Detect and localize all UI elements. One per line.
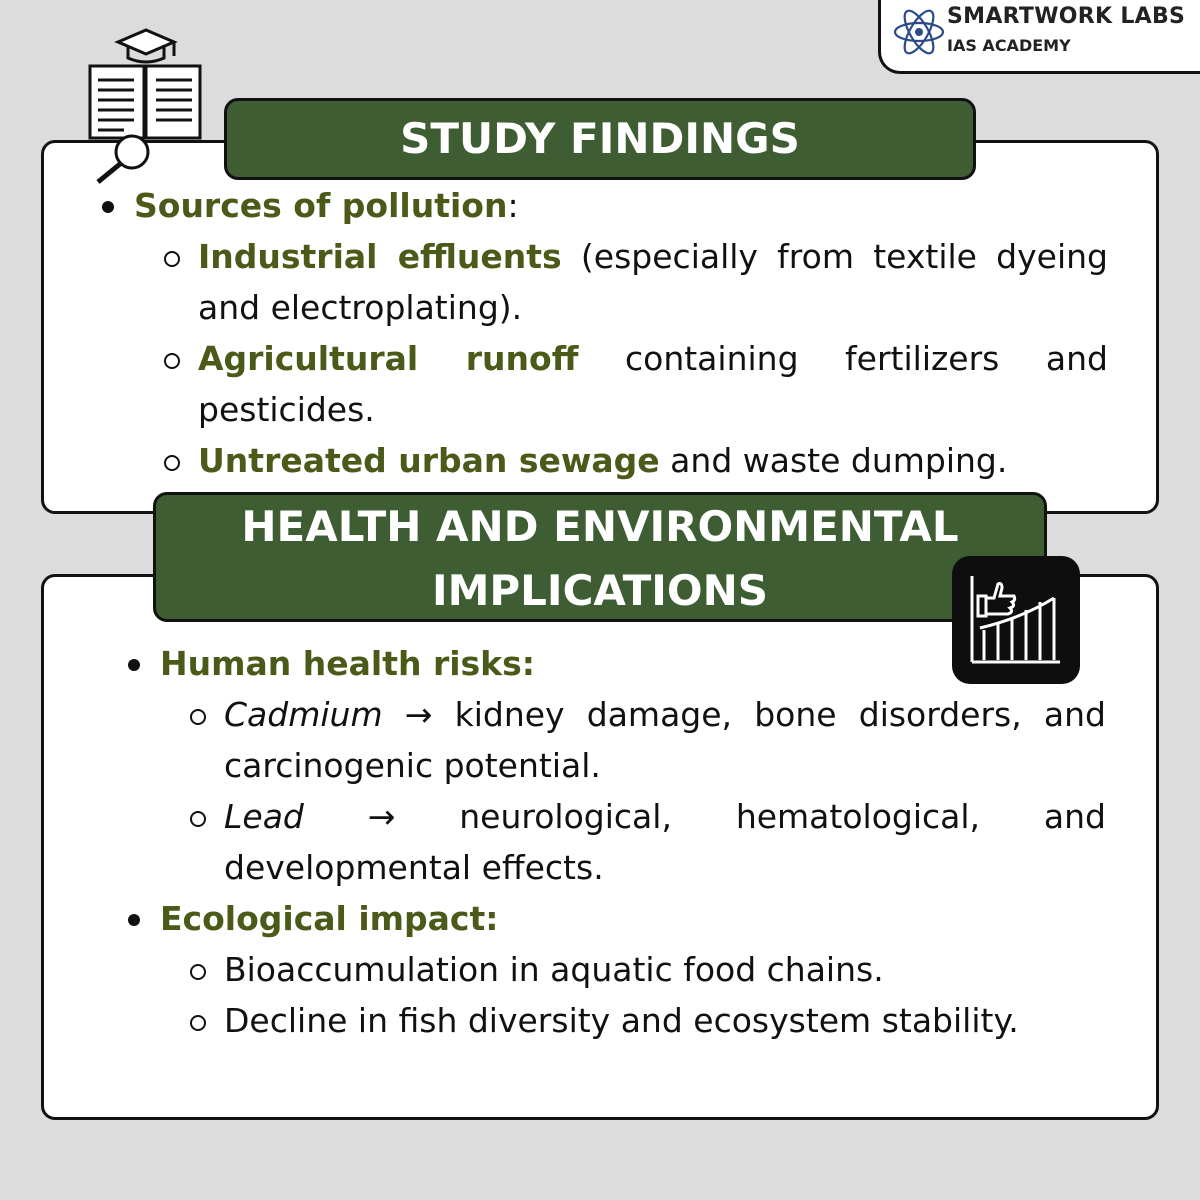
bullet-item [126, 638, 1106, 689]
sub-list-item [126, 944, 1106, 995]
item-highlight: Agricultural runoff [198, 339, 579, 378]
bullet-label: Ecological impact: [160, 899, 499, 938]
study-findings-banner [224, 98, 976, 180]
bullet-item [126, 893, 1106, 944]
brand-logo [878, 0, 1200, 74]
bullet-label: Human health risks: [160, 644, 535, 683]
study-findings-content [100, 180, 1108, 486]
bullet-label: Sources of pollution [134, 186, 508, 225]
item-highlight: Untreated urban sewage [198, 441, 660, 480]
item-text: containing fertilizers and pesticides. [198, 339, 1108, 429]
sub-list-item [126, 791, 1106, 893]
section-title: STUDY FINDINGS [400, 114, 800, 163]
sub-list-item [100, 231, 1108, 333]
item-text: → neurological, hematological, and developmental effects. [224, 797, 1106, 887]
bullet-suffix: : [507, 186, 519, 225]
item-text: (especially from textile dyeing and electroplating). [198, 237, 1108, 327]
section-title-line1: HEALTH AND ENVIRONMENTAL [241, 502, 959, 551]
brand-title: SMARTWORK LABS [947, 4, 1186, 29]
sub-list-item [100, 333, 1108, 435]
sub-list-item [126, 689, 1106, 791]
atom-icon [891, 4, 947, 60]
item-text: → kidney damage, bone disorders, and carcinogenic potential. [224, 695, 1106, 785]
health-implications-banner [153, 492, 1047, 622]
sub-list-item [126, 995, 1106, 1046]
sub-list-item [100, 435, 1108, 486]
item-text: Decline in fish diversity and ecosystem stability. [224, 1001, 1019, 1040]
item-text: Bioaccumulation in aquatic food chains. [224, 950, 884, 989]
health-implications-content [126, 638, 1106, 1046]
bullet-item [100, 180, 1108, 231]
item-highlight: Industrial effluents [198, 237, 562, 276]
item-text: and waste dumping. [659, 441, 1008, 480]
brand-subtitle: IAS ACADEMY [947, 36, 1071, 55]
section-title-line2: IMPLICATIONS [431, 566, 769, 615]
item-italic: Cadmium [224, 695, 383, 734]
item-italic: Lead [224, 797, 304, 836]
study-book-icon [84, 24, 210, 186]
